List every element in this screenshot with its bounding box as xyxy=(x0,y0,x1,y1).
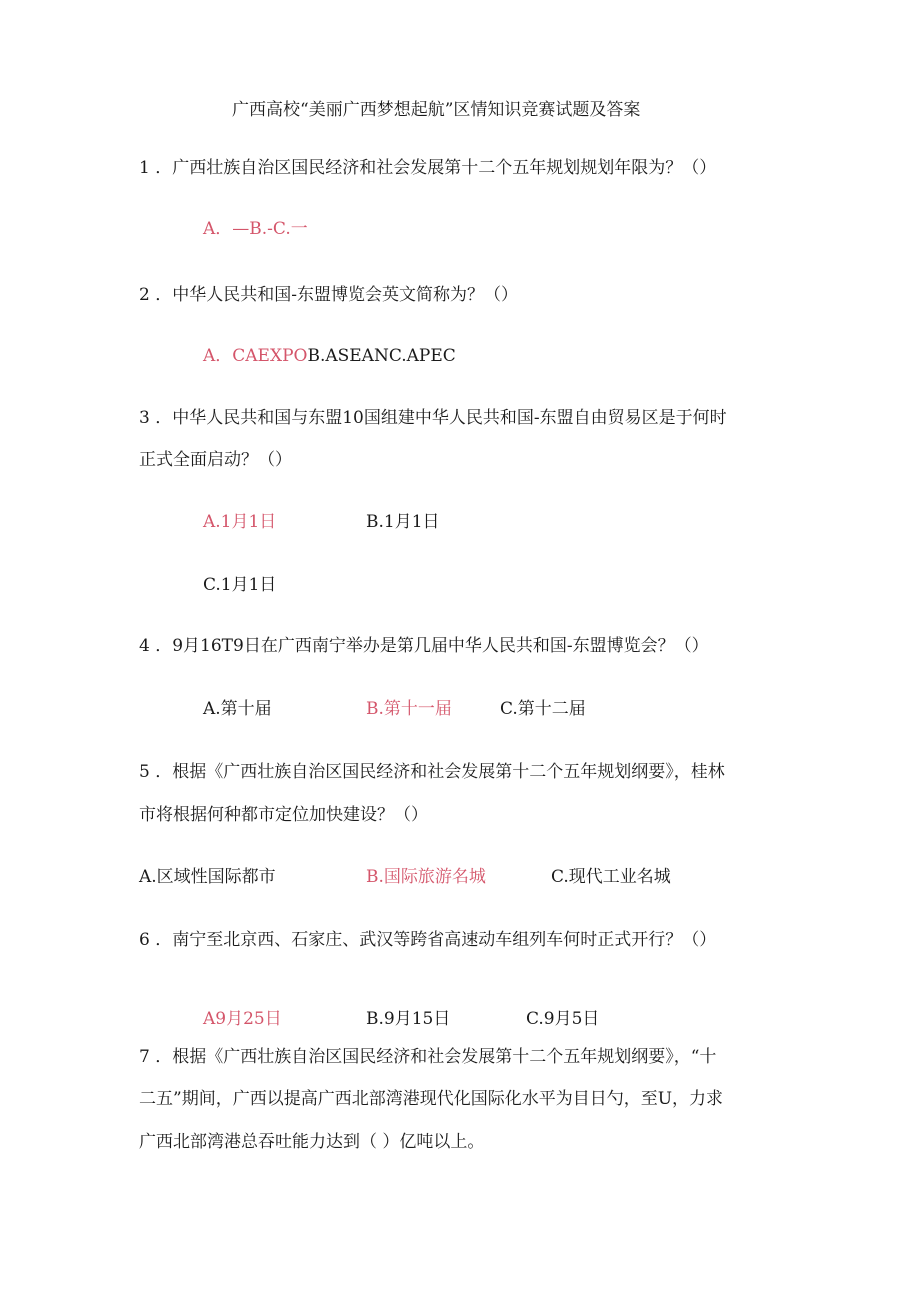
question-text: ．广西壮族自治区国民经济和社会发展第十二个五年规划规划年限为？（） xyxy=(155,158,717,178)
option-b: B.国际旅游名城 xyxy=(366,867,486,887)
option-b: B.9月15日 xyxy=(366,1009,451,1029)
option-b-c: B.ASEANC.APEC xyxy=(307,346,456,366)
question-text: ．根据《广西壮族自治区国民经济和社会发展第十二个五年规划纲要》，“十 xyxy=(155,1047,717,1067)
question-number: 5 xyxy=(139,762,150,782)
question-text: ．中华人民共和国-东盟博览会英文简称为？（） xyxy=(155,285,518,305)
document-title: 广西高校“美丽广西梦想起航”区情知识竞赛试题及答案 xyxy=(232,100,641,120)
question-text: ．9月16T9日在广西南宁举办是第几届中华人民共和国-东盟博览会？（） xyxy=(155,636,709,656)
question-number: 7 xyxy=(139,1047,150,1067)
question-1-options: A．—B.-C.一 xyxy=(203,219,308,239)
question-3 xyxy=(139,407,727,429)
option-b: B.1月1日 xyxy=(366,512,440,532)
option-b: B.第十一届 xyxy=(366,699,452,719)
question-3-line-2: 正式全面启动？（） xyxy=(139,450,292,470)
question-4 xyxy=(139,635,709,657)
option-c: C.现代工业名城 xyxy=(551,867,671,887)
question-text: ．根据《广西壮族自治区国民经济和社会发展第十二个五年规划纲要》，桂林 xyxy=(155,762,725,782)
question-number: 6 xyxy=(139,930,150,950)
option-c: C.1月1日 xyxy=(203,575,277,595)
question-7-line-2: 二五”期间，广西以提高广西北部湾港现代化国际化水平为目日勺，至U，力求 xyxy=(139,1089,724,1109)
question-text: ．南宁至北京西、石家庄、武汉等跨省高速动车组列车何时正式开行？（） xyxy=(155,930,717,950)
option-a: A.第十届 xyxy=(203,699,272,719)
question-7 xyxy=(139,1046,716,1068)
question-5 xyxy=(139,761,725,783)
question-number: 2 xyxy=(139,285,150,305)
question-5-line-2: 市将根据何种都市定位加快建设？（） xyxy=(139,805,428,825)
option-a: A.区域性国际都市 xyxy=(139,867,276,887)
question-6 xyxy=(139,929,716,951)
option-c: C.9月5日 xyxy=(526,1009,600,1029)
question-2 xyxy=(139,284,518,306)
option-a: A.1月1日 xyxy=(203,512,277,532)
question-number: 1 xyxy=(139,158,150,178)
option-a: A9月25日 xyxy=(203,1009,282,1029)
option-c: C.第十二届 xyxy=(500,699,586,719)
question-1 xyxy=(139,157,716,179)
question-text: ．中华人民共和国与东盟10国组建中华人民共和国-东盟自由贸易区是于何时 xyxy=(155,408,727,428)
question-number: 4 xyxy=(139,636,150,656)
question-7-line-3: 广西北部湾港总吞吐能力达到（ ）亿吨以上。 xyxy=(139,1132,485,1152)
question-2-options xyxy=(203,345,456,367)
option-a: A．CAEXPO xyxy=(203,346,308,366)
question-number: 3 xyxy=(139,408,150,428)
